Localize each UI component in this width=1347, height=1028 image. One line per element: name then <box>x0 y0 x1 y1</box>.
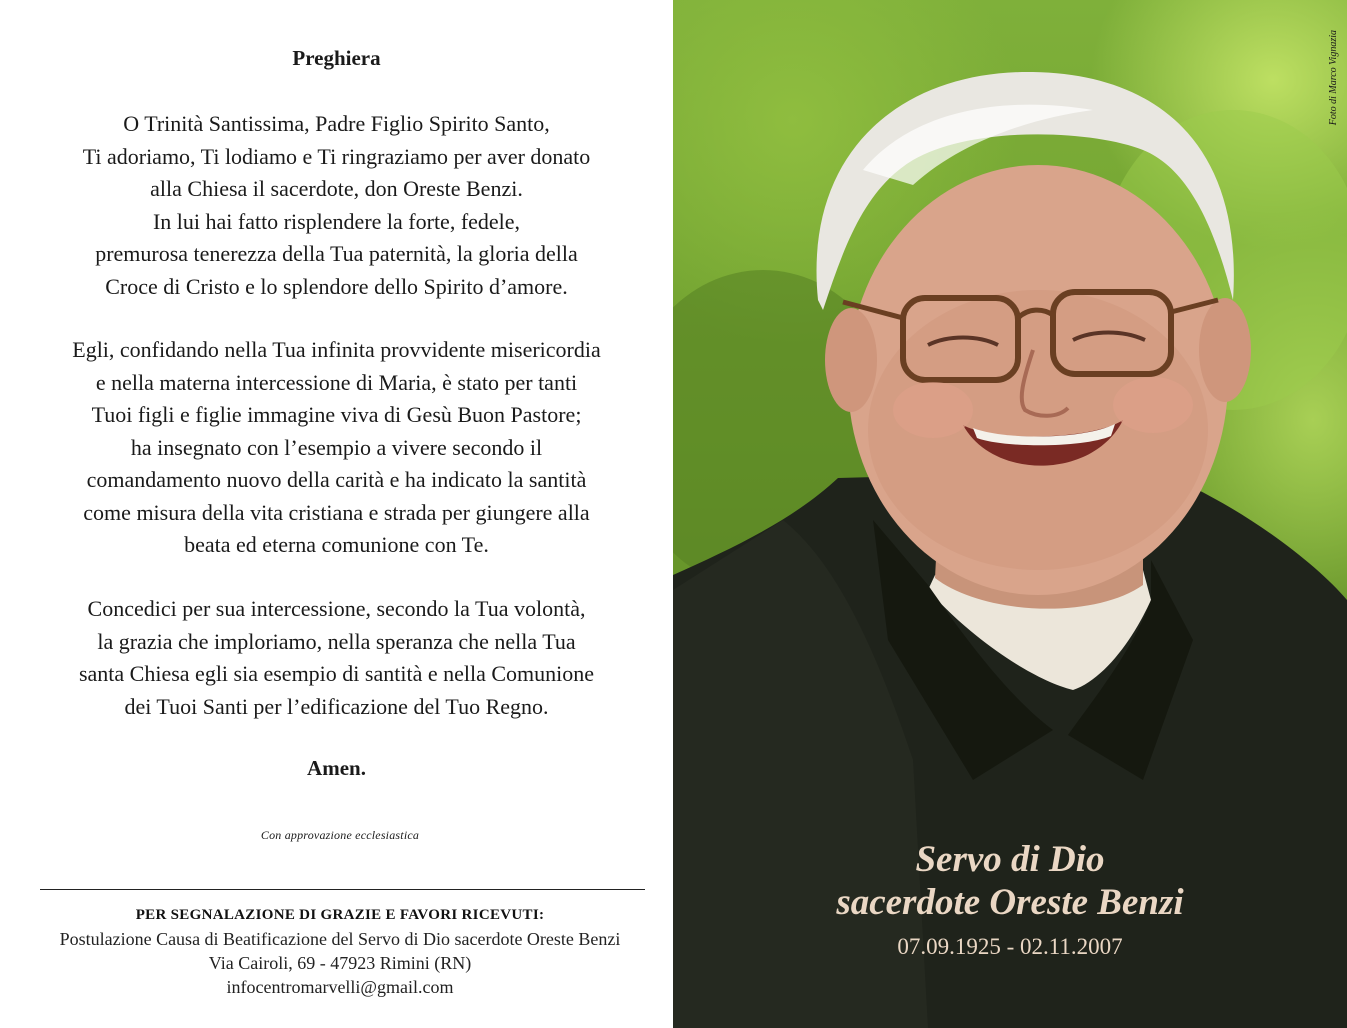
prayer-paragraph-3 <box>20 593 653 723</box>
prayer-line: Croce di Cristo e lo splendore dello Spirito d’amore. <box>105 273 568 299</box>
prayer-line: e nella materna intercessione di Maria, è stato per tanti <box>95 369 578 395</box>
prayer-line: Tuoi figli e figlie immagine viva di Gesù Buon Pastore; <box>91 402 582 427</box>
life-dates: 07.09.1925 - 02.11.2007 <box>897 934 1123 959</box>
prayer-paragraph-2 <box>20 334 653 562</box>
prayer-line: beata ed eterna comunione con Te. <box>184 532 489 557</box>
prayer-line: dei Tuoi Santi per l’edificazione del Tuo Regno. <box>124 693 549 719</box>
prayer-line: alla Chiesa il sacerdote, don Oreste Benzi. <box>150 176 523 201</box>
prayer-line: come misura della vita cristiana e strada per giungere alla <box>83 499 590 525</box>
name-line-2: sacerdote Oreste Benzi <box>836 882 1184 923</box>
prayer-line: O Trinità Santissima, Padre Figlio Spirito Santo, <box>123 111 550 136</box>
prayer-line: Egli, confidando nella Tua infinita provvidente misericordia <box>72 337 601 362</box>
prayer-line: comandamento nuovo della carità e ha indicato la santità <box>86 467 587 492</box>
ecclesiastical-approval: Con approvazione ecclesiastica <box>260 828 420 842</box>
prayer-title: Preghiera <box>292 46 381 70</box>
prayer-line: In lui hai fatto risplendere la forte, fedele, <box>152 208 521 234</box>
prayer-line: santa Chiesa egli sia esempio di santità e nella Comunione <box>78 661 595 686</box>
contact-email: infocentromarvelli@gmail.com <box>226 977 454 997</box>
prayer-panel <box>0 0 673 1028</box>
prayer-paragraph-1 <box>20 108 653 303</box>
prayer-line: ha insegnato con l’esempio a vivere secondo il <box>130 434 543 460</box>
prayer-line: premurosa tenerezza della Tua paternità, la gloria della <box>95 241 578 266</box>
amen-text: Amen. <box>307 756 366 780</box>
prayer-line: la grazia che imploriamo, nella speranza che nella Tua <box>97 628 576 654</box>
prayer-line: Concedici per sua intercessione, secondo la Tua volontà, <box>87 596 586 621</box>
contact-address: Via Cairoli, 69 - 47923 Rimini (RN) <box>208 953 472 973</box>
contact-block <box>0 903 680 999</box>
portrait-photo <box>673 0 1347 1028</box>
photo-credit: Foto di Marco Vignazia <box>1328 30 1339 126</box>
divider-line <box>40 889 645 890</box>
contact-heading: PER SEGNALAZIONE DI GRAZIE E FAVORI RICEVUTI: <box>135 907 545 923</box>
prayer-line: Ti adoriamo, Ti lodiamo e Ti ringraziamo per aver donato <box>82 143 591 169</box>
contact-organization: Postulazione Causa di Beatificazione del Servo di Dio sacerdote Oreste Benzi <box>59 929 621 949</box>
name-line-1: Servo di Dio <box>915 839 1105 880</box>
